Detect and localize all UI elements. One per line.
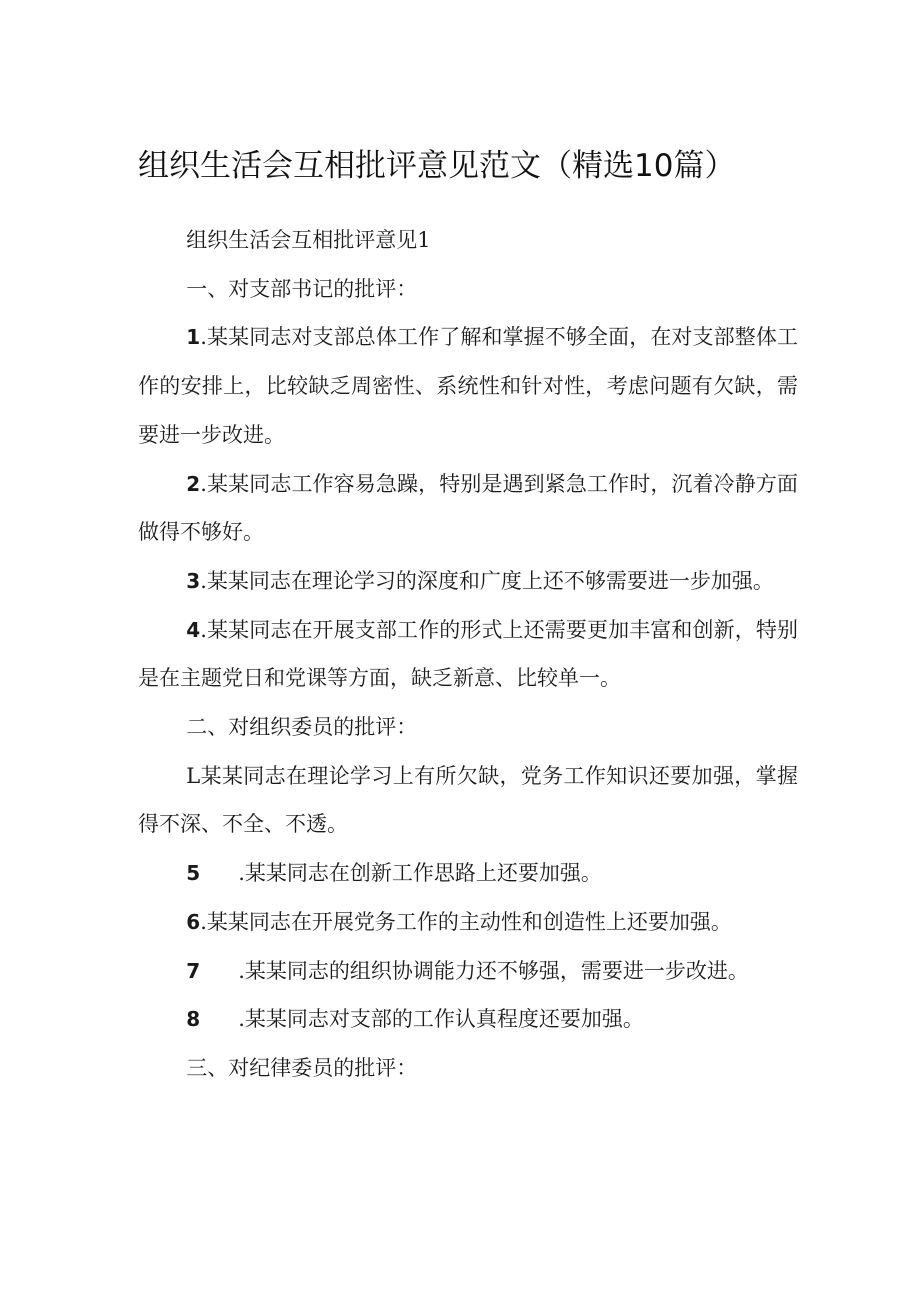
- paragraph-text: .某某同志在创新工作思路上还要加强。: [238, 861, 602, 886]
- item-number: 5: [186, 861, 201, 886]
- paragraph-item: [138, 606, 798, 703]
- paragraph-section-heading: [138, 1044, 798, 1093]
- item-number: 1: [186, 325, 201, 350]
- paragraph-text: 组织生活会互相批评意见1: [186, 228, 431, 252]
- paragraph-item: [138, 557, 798, 606]
- paragraph-text: .某某同志工作容易急躁，特别是遇到紧急工作时，沉着冷静方面做得不够好。: [138, 471, 798, 545]
- paragraph-text: 二、对组织委员的批评：: [186, 715, 418, 740]
- paragraph-text: .某某同志的组织协调能力还不够强，需要进一步改进。: [238, 958, 749, 983]
- item-number: 4: [186, 617, 201, 642]
- paragraph-text: .某某同志在开展党务工作的主动性和创造性上还要加强。: [200, 909, 732, 934]
- item-number: 7: [186, 958, 201, 983]
- paragraph-text: L某某同志在理论学习上有所欠缺，党务工作知识还要加强，掌握得不深、不全、不透。: [138, 763, 798, 837]
- document-body: [138, 216, 798, 1093]
- item-number: 3: [186, 568, 201, 593]
- paragraph-section-heading: [138, 703, 798, 752]
- paragraph-text: 一、对支部书记的批评：: [186, 276, 418, 301]
- paragraph-item: [138, 752, 798, 849]
- paragraph-item: [138, 995, 798, 1044]
- paragraph-item: [138, 849, 798, 898]
- paragraph-item: [138, 460, 798, 557]
- item-number: 2: [186, 471, 201, 496]
- item-number: 6: [186, 909, 201, 934]
- paragraph-item: [138, 313, 798, 459]
- item-number: 8: [186, 1007, 201, 1032]
- paragraph-text: .某某同志在理论学习的深度和广度上还不够需要进一步加强。: [200, 568, 774, 593]
- paragraph-text: .某某同志对支部的工作认真程度还要加强。: [238, 1007, 644, 1032]
- paragraph-text: 三、对纪律委员的批评：: [186, 1055, 418, 1080]
- paragraph-text: .某某同志对支部总体工作了解和掌握不够全面，在对支部整体工作的安排上，比较缺乏周密性、系统性和针对性，考虑问题有欠缺，需要进一步改进。: [138, 325, 798, 447]
- paragraph-text: .某某同志在开展支部工作的形式上还需要更加丰富和创新，特别是在主题党日和党课等方面，缺乏新意、比较单一。: [138, 617, 798, 691]
- paragraph-item: [138, 898, 798, 947]
- paragraph-item: [138, 947, 798, 996]
- paragraph-subtitle: [138, 216, 798, 265]
- paragraph-section-heading: [138, 265, 798, 314]
- document-title: 组织生活会互相批评意见范文（精选10篇）: [138, 148, 736, 184]
